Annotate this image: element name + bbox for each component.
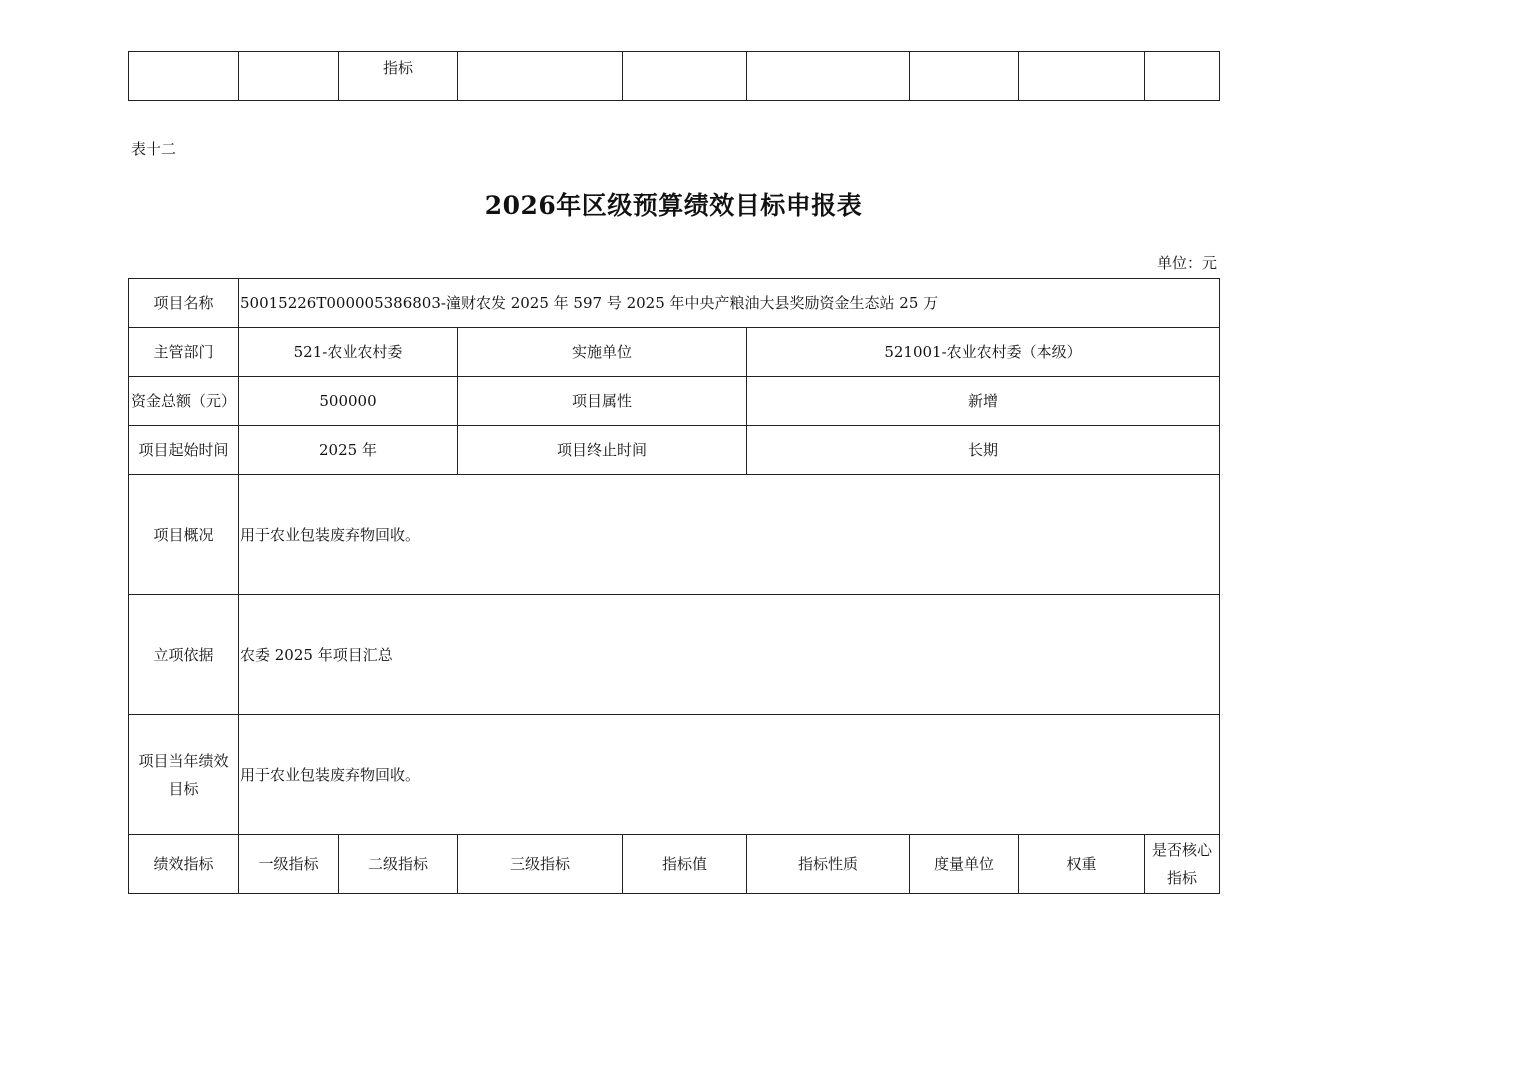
weight-header: 权重 (1019, 835, 1145, 894)
perf-indicator-header: 绩效指标 (129, 835, 239, 894)
goal-label: 项目当年绩效目标 (129, 715, 239, 835)
impl-unit-label: 实施单位 (458, 328, 747, 377)
core-indicator-header: 是否核心指标 (1145, 835, 1220, 894)
page-title: 2026年区级预算绩效目标申报表 (484, 191, 863, 220)
table-row (129, 426, 1220, 475)
table-cell (1145, 52, 1220, 101)
overview-value: 用于农业包装废弃物回收。 (239, 475, 1220, 595)
table-cell (1019, 52, 1145, 101)
dept-value: 521-农业农村委 (239, 328, 458, 377)
level1-header: 一级指标 (239, 835, 339, 894)
table-cell: 指标 (339, 52, 458, 101)
table-row (129, 279, 1220, 328)
table-row (129, 475, 1220, 595)
end-time-label: 项目终止时间 (458, 426, 747, 475)
end-time-value: 长期 (747, 426, 1220, 475)
table-row (129, 328, 1220, 377)
table-row (129, 595, 1220, 715)
goal-value: 用于农业包装废弃物回收。 (239, 715, 1220, 835)
funds-label: 资金总额（元） (129, 377, 239, 426)
table-cell (239, 52, 339, 101)
table-cell (910, 52, 1019, 101)
attr-label: 项目属性 (458, 377, 747, 426)
dept-label: 主管部门 (129, 328, 239, 377)
table-row (129, 715, 1220, 835)
indicator-nature-header: 指标性质 (747, 835, 910, 894)
previous-table-fragment (128, 51, 1220, 101)
table-cell (129, 52, 239, 101)
unit-label: 单位：元 (1156, 254, 1217, 272)
indicator-header-row (129, 835, 1220, 894)
project-name-value: 50015226T000005386803-潼财农发 2025 年 597 号 2025 年中央产粮油大县奖励资金生态站 25 万 (239, 279, 1220, 328)
table-number: 表十二 (131, 140, 177, 158)
budget-performance-form (128, 278, 1220, 894)
basis-label: 立项依据 (129, 595, 239, 715)
table-row (129, 52, 1220, 101)
start-time-label: 项目起始时间 (129, 426, 239, 475)
table-cell (458, 52, 623, 101)
funds-value: 500000 (239, 377, 458, 426)
measure-unit-header: 度量单位 (910, 835, 1019, 894)
level2-header: 二级指标 (339, 835, 458, 894)
start-time-value: 2025 年 (239, 426, 458, 475)
indicator-value-header: 指标值 (623, 835, 747, 894)
table-cell (623, 52, 747, 101)
level3-header: 三级指标 (458, 835, 623, 894)
project-name-label: 项目名称 (129, 279, 239, 328)
attr-value: 新增 (747, 377, 1220, 426)
impl-unit-value: 521001-农业农村委（本级） (747, 328, 1220, 377)
table-row (129, 377, 1220, 426)
overview-label: 项目概况 (129, 475, 239, 595)
basis-value: 农委 2025 年项目汇总 (239, 595, 1220, 715)
table-cell (747, 52, 910, 101)
